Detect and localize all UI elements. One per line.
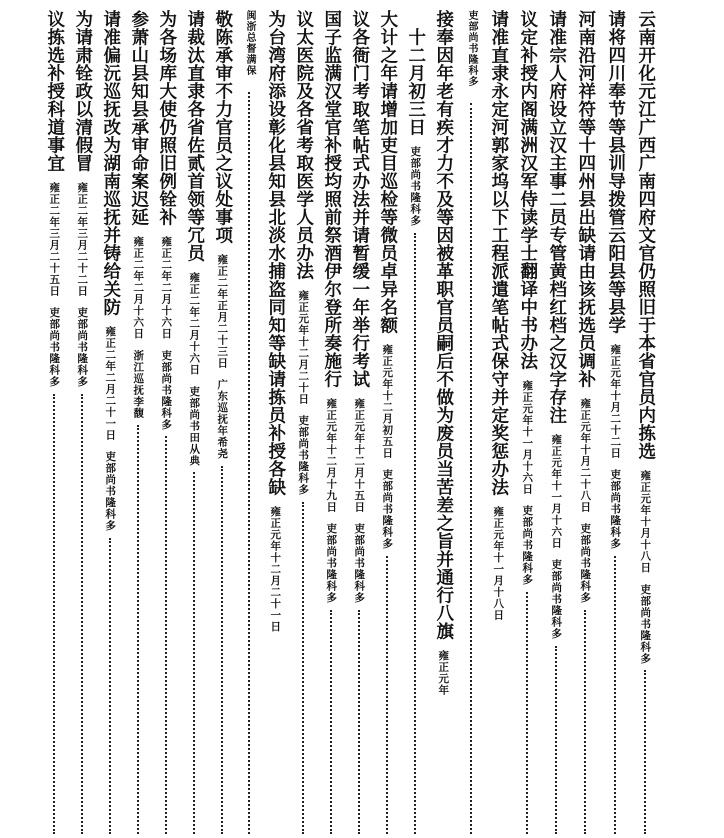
dotted-leader [614, 556, 616, 835]
entry-signer: 吏部尚书隆科多 [297, 415, 310, 496]
entry-signer: 吏部尚书隆科多 [579, 523, 592, 604]
entry-column [372, 10, 402, 834]
dotted-leader [526, 592, 528, 835]
entry-column [67, 10, 97, 834]
entry-signer: 吏部尚书隆科多 [104, 451, 117, 532]
dotted-leader [137, 425, 139, 835]
entry-date: 雍正元年十月二十八日 [579, 398, 592, 513]
dotted-leader [644, 670, 646, 834]
entry-column [95, 10, 125, 834]
entry-date: 雍正元年十二月二十日 [297, 290, 310, 405]
entry-column [541, 10, 571, 834]
entry-title: 议各衙门考取笔帖式办法并请暂缓一年举行考试 [349, 10, 370, 388]
dotted-leader [386, 556, 388, 835]
entry-signer: 吏部尚书隆科多 [76, 307, 89, 388]
entry-title: 为请肃铨政以清假冒 [72, 10, 93, 172]
entry-column [288, 10, 318, 834]
entry-date: 雍正元年十一月十六日 [521, 380, 534, 495]
entry-column [260, 10, 290, 834]
entry-signer: 吏部尚书隆科多 [381, 469, 394, 550]
entry-date: 雍正元年十二月二十一日 [269, 506, 282, 633]
entry-title: 参萧山县知县承审命案迟延 [128, 10, 149, 226]
entry-title: 大计之年请增加吏目巡检等微员卓异名额 [377, 10, 398, 334]
dotted-leader [414, 233, 416, 835]
entry-signer: 吏部尚书隆科多 [48, 307, 61, 388]
entry-column [179, 10, 209, 834]
entry-date: 雍正元年十二月十五日 [353, 398, 366, 513]
entry-date: 雍正元年十二月十九日 [325, 398, 338, 513]
entry-date: 雍正二年二月十六日 [160, 236, 173, 340]
entry-column [428, 10, 458, 834]
entry-column [570, 10, 600, 834]
entry-date: 雍正二年正月二十三日 [216, 254, 229, 369]
entry-column [400, 10, 430, 834]
entry-column [630, 10, 660, 834]
entry-signer: 吏部尚书隆科多 [550, 559, 563, 640]
entry-date: 雍正元年十月十八日 [639, 470, 652, 574]
entry-title: 敬陈承审不力官员之议处事项 [212, 10, 233, 244]
entry-title: 议拣选补授科道事宜 [44, 10, 65, 172]
entry-title: 请裁汰直隶各省佐贰首领等冗员 [184, 10, 205, 262]
entry-title: 议定补授内阁满洲汉军侍读学士翻译中书办法 [517, 10, 538, 370]
dotted-leader [221, 466, 223, 835]
entry-date: 雍正元年十月二十二日 [609, 344, 622, 459]
dotted-leader [358, 610, 360, 835]
entry-column [39, 10, 69, 834]
entry-signer: 吏部尚书隆科多 [466, 10, 477, 87]
dotted-leader [302, 502, 304, 835]
dotted-leader [584, 610, 586, 835]
entry-column [600, 10, 630, 834]
entry-title-continuation: 十二月初三日 [405, 28, 426, 136]
entry-column [512, 10, 542, 834]
entry-signer: 吏部尚书隆科多 [160, 349, 173, 430]
entry-date: 雍正二年二月二十一日 [104, 326, 117, 441]
entry-title: 为各场库大使仍照旧例铨补 [156, 10, 177, 226]
dotted-leader [248, 92, 250, 834]
entry-title: 国子监满汉堂官补授均照前祭酒伊尔登所奏施行 [321, 10, 342, 388]
entry-column [234, 10, 264, 834]
entry-title: 请准直隶永定河郭家坞以下工程派遣笔帖式保守并定奖惩办法 [488, 10, 509, 496]
entry-signer: 广东巡抚年希尧 [216, 379, 229, 460]
entry-title: 议太医院及各省考取医学人员办法 [293, 10, 314, 280]
dotted-leader [109, 538, 111, 835]
entry-column [123, 10, 153, 834]
entry-signer: 吏部尚书隆科多 [325, 523, 338, 604]
dotted-leader [470, 103, 472, 834]
entry-date: 雍正二年二月十六日 [132, 236, 145, 340]
entry-signer: 吏部尚书隆科多 [353, 523, 366, 604]
entry-title: 请将四川奉节等县训导拨管云阳县等县学 [605, 10, 626, 334]
entry-signer: 浙江巡抚李馥 [132, 349, 145, 419]
entry-signer: 吏部尚书隆科多 [609, 469, 622, 550]
entry-date: 雍正二年三月二十二日 [76, 182, 89, 297]
dotted-leader [193, 472, 195, 834]
entry-signer: 吏部尚书隆科多 [409, 146, 422, 227]
entry-title: 云南开化元江广西广南四府文官仍照旧于本省官员内拣选 [635, 10, 656, 460]
entry-column [316, 10, 346, 834]
entry-title: 为台湾府添设彰化县知县北淡水捕盗同知等缺请拣员补授各缺 [265, 10, 286, 496]
entry-column [151, 10, 181, 834]
dotted-leader [165, 436, 167, 834]
dotted-leader [330, 610, 332, 835]
entry-signer: 闽浙总督满保 [244, 10, 255, 76]
entry-signer: 吏部尚书隆科多 [639, 583, 652, 664]
entry-date: 雍正元年十一月十六日 [550, 434, 563, 549]
entry-date: 雍正元年十一月十八日 [492, 506, 505, 621]
entry-title: 请准宗人府设立汉主事二员专管黄档红档之汉字存注 [546, 10, 567, 424]
entry-title: 接奉因年老有疾才力不及等因被革职官员嗣后不做为废员当苦差之旨并通行八旗 [433, 10, 454, 640]
entry-column [344, 10, 374, 834]
entry-title: 请准偏沅巡抚改为湖南巡抚并铸给关防 [100, 10, 121, 316]
entry-date: 雍正二年二月十六日 [188, 272, 201, 376]
entry-column [456, 10, 486, 834]
dotted-leader [81, 394, 83, 835]
entry-column [207, 10, 237, 834]
entry-date: 雍正元年 [437, 650, 450, 696]
dotted-leader [53, 394, 55, 835]
entry-date: 雍正二年三月二十五日 [48, 182, 61, 297]
entry-date: 雍正元年十二月初五日 [381, 344, 394, 459]
entry-column [483, 10, 513, 834]
entry-signer: 吏部尚书隆科多 [521, 505, 534, 586]
entry-signer: 吏部尚书田从典 [188, 385, 201, 466]
entry-title: 河南沿河祥符等十四州县出缺请由该抚选员调补 [575, 10, 596, 388]
dotted-leader [555, 646, 557, 835]
